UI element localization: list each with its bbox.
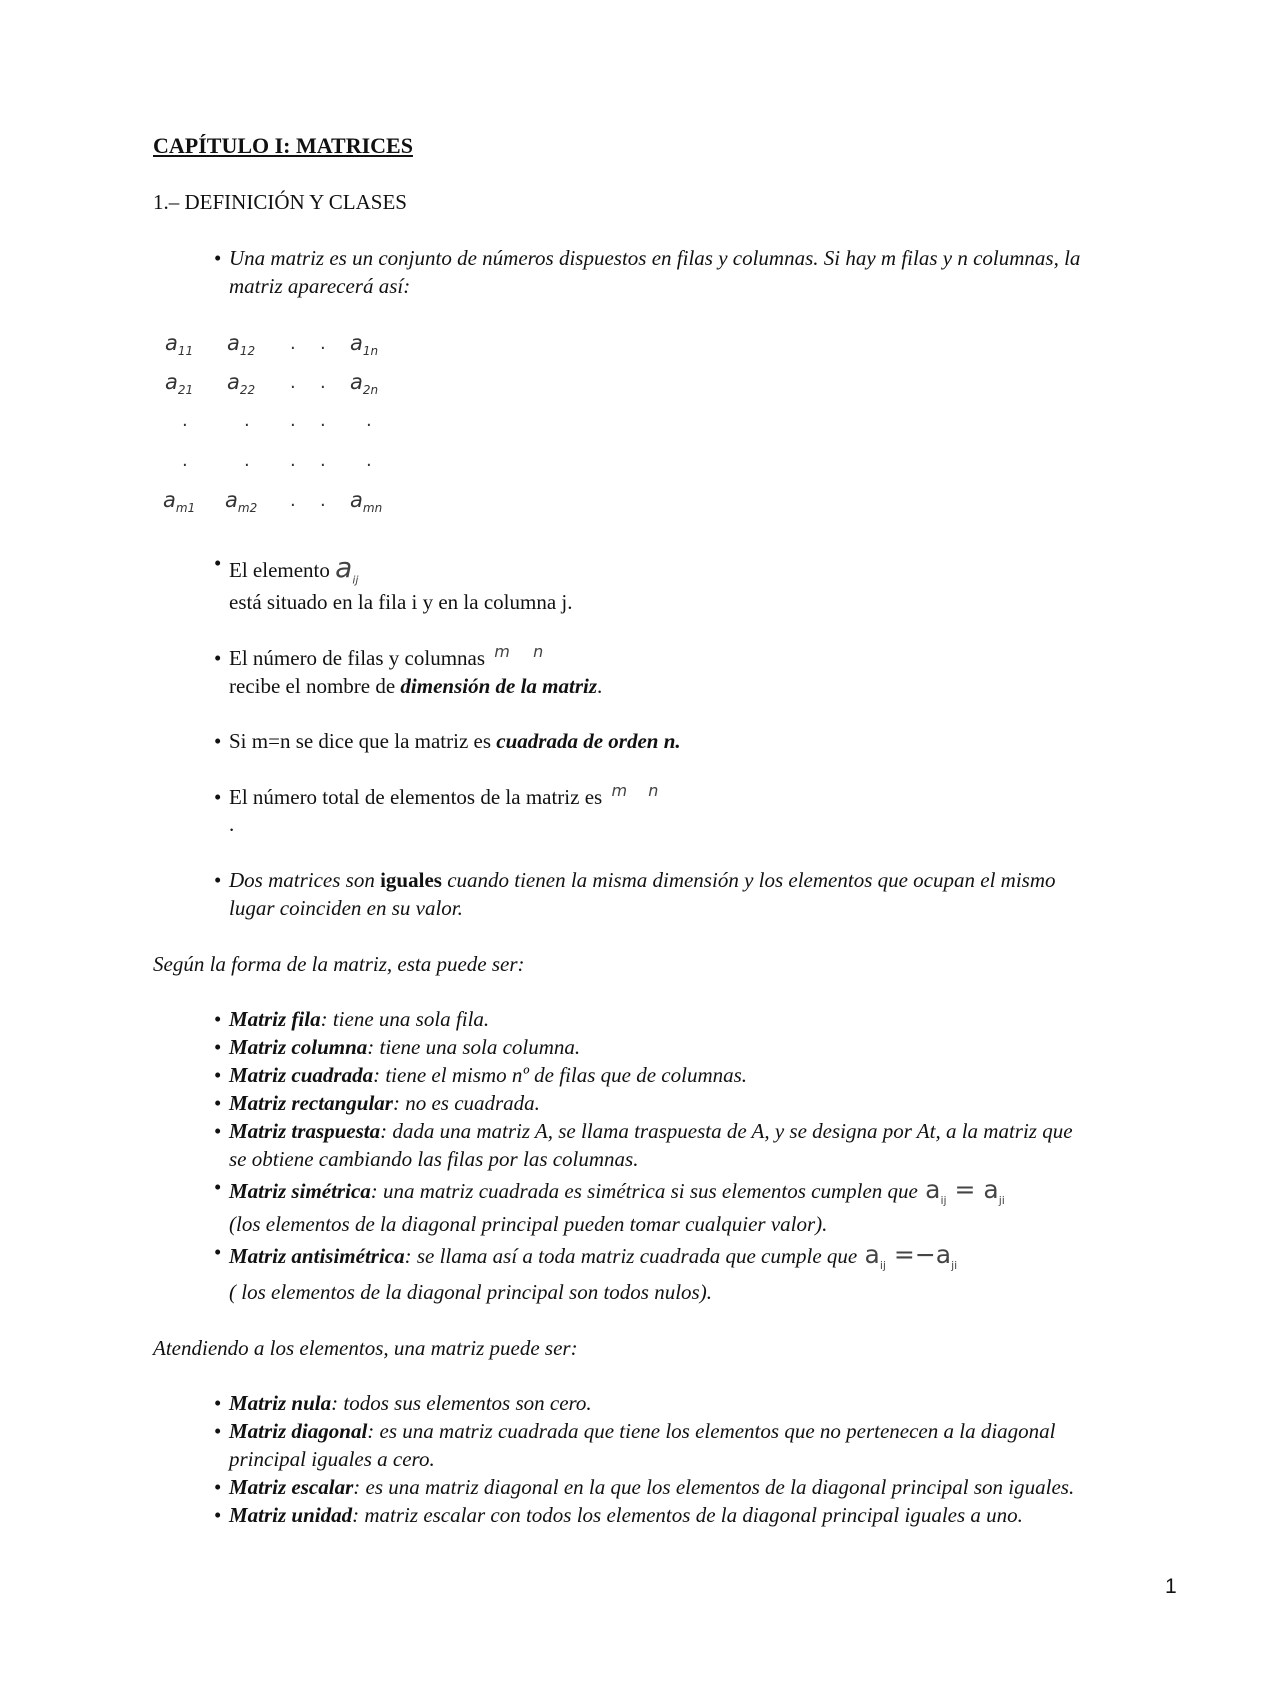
matrix-dot: . <box>366 450 372 471</box>
matrix-dot: . <box>320 333 326 354</box>
bullet: • <box>214 551 222 575</box>
bullet: • <box>214 646 222 670</box>
matrix-dot: . <box>290 490 296 511</box>
section-heading: 1.– DEFINICIÓN Y CLASES <box>153 190 407 214</box>
matrix-dot: . <box>320 450 326 471</box>
matrix-entry: $a_{m1}$ <box>163 488 196 516</box>
intro-line-1: Una matriz es un conjunto de números dispuestos en filas y columnas. Si hay m filas y n columnas, la <box>229 246 1081 270</box>
bullet: • <box>214 1419 222 1443</box>
square-line: Si m=n se dice que la matriz es cuadrada de orden n. <box>229 729 681 753</box>
matrix-dot: . <box>182 450 188 471</box>
bullet: • <box>214 1063 222 1087</box>
bullet: • <box>214 1175 222 1199</box>
bullet: • <box>214 1240 222 1264</box>
total-line-1: El número total de elementos de la matriz es $^m$ $^n$ <box>229 781 659 809</box>
n-symbol: n <box>648 781 659 800</box>
bullet: • <box>214 1119 222 1143</box>
shape-item-antisimetrica-line-2: ( los elementos de la diagonal principal son todos nulos). <box>229 1280 712 1304</box>
m-symbol: m <box>611 781 628 800</box>
element-line-1: El elemento $a_{ij}$ <box>229 551 359 587</box>
matrix-entry: $a_{2n}$ <box>350 370 379 398</box>
antisymmetric-formula: $a_{ij} =-a_{ji}$ <box>864 1240 958 1272</box>
chapter-title: CAPÍTULO I: MATRICES <box>153 133 413 158</box>
bullet: • <box>214 1391 222 1415</box>
element-line-2: está situado en la fila i y en la columna j. <box>229 590 573 614</box>
bullet: • <box>214 1475 222 1499</box>
matrix-entry: $a_{22}$ <box>227 370 256 398</box>
matrix-entry: $a_{21}$ <box>165 370 194 398</box>
bullet: • <box>214 246 222 270</box>
generic-matrix <box>160 325 420 525</box>
shape-item-simetrica-line-2: (los elementos de la diagonal principal pueden tomar cualquier valor). <box>229 1212 828 1236</box>
bullet: • <box>214 785 222 809</box>
aij-symbol: $a_{ij}$ <box>335 551 359 587</box>
matrix-entry: $a_{11}$ <box>165 331 194 359</box>
matrix-entry: $a_{mn}$ <box>350 488 383 516</box>
shape-item-columna: Matriz columna: tiene una sola columna. <box>229 1035 581 1059</box>
matrix-entry: $a_{m2}$ <box>225 488 258 516</box>
symmetric-formula: $a_{ij} = a_{ji}$ <box>925 1175 1005 1207</box>
matrix-dot: . <box>290 333 296 354</box>
bullet: • <box>214 1035 222 1059</box>
page-number: 1 <box>1165 1575 1177 1598</box>
shape-item-antisimetrica: Matriz antisimétrica: se llama así a toda matriz cuadrada que cumple que $a_{ij} =-a_{ji}$ <box>229 1240 958 1272</box>
matrix-entry: $a_{1n}$ <box>350 331 379 359</box>
matrix-dot: . <box>366 410 372 431</box>
intro-line-2: matriz aparecerá así: <box>229 274 411 298</box>
matrix-dot: . <box>290 450 296 471</box>
bullet: • <box>214 1007 222 1031</box>
matrix-dot: . <box>320 410 326 431</box>
shape-intro: Según la forma de la matriz, esta puede ser: <box>153 952 525 976</box>
matrix-dot: . <box>244 450 250 471</box>
dimension-line-2: recibe el nombre de dimensión de la matriz. <box>229 674 603 698</box>
n-symbol: n <box>533 642 544 661</box>
m-symbol: m <box>494 642 510 661</box>
element-item-escalar: Matriz escalar: es una matriz diagonal en la que los elementos de la diagonal principal son iguales. <box>229 1475 1075 1499</box>
shape-item-simetrica: Matriz simétrica: una matriz cuadrada es simétrica si sus elementos cumplen que $a_{ij} = a_{ji}$ <box>229 1175 1005 1207</box>
matrix-dot: . <box>320 490 326 511</box>
shape-item-fila: Matriz fila: tiene una sola fila. <box>229 1007 490 1031</box>
bullet: • <box>214 1503 222 1527</box>
equal-line-2: lugar coinciden en su valor. <box>229 896 463 920</box>
bullet: • <box>214 1091 222 1115</box>
matrix-dot: . <box>290 372 296 393</box>
matrix-entry: $a_{12}$ <box>227 331 256 359</box>
total-line-2: . <box>229 812 235 836</box>
matrix-dot: . <box>320 372 326 393</box>
element-item-unidad: Matriz unidad: matriz escalar con todos los elementos de la diagonal principal iguales a uno. <box>229 1503 1023 1527</box>
element-item-nula: Matriz nula: todos sus elementos son cero. <box>229 1391 592 1415</box>
shape-item-rectangular: Matriz rectangular: no es cuadrada. <box>229 1091 540 1115</box>
dimension-line-1: El número de filas y columnas $^m$ $^n$ <box>229 642 544 670</box>
shape-item-traspuesta-line-2: se obtiene cambiando las filas por las columnas. <box>229 1147 639 1171</box>
matrix-dot: . <box>290 410 296 431</box>
matrix-dot: . <box>244 410 250 431</box>
bullet: • <box>214 868 222 892</box>
matrix-dot: . <box>182 410 188 431</box>
shape-item-cuadrada: Matriz cuadrada: tiene el mismo nº de filas que de columnas. <box>229 1063 748 1087</box>
bullet: • <box>214 729 222 753</box>
equal-line-1: Dos matrices son iguales cuando tienen la misma dimensión y los elementos que ocupan el mismo <box>229 868 1056 892</box>
elements-intro: Atendiendo a los elementos, una matriz puede ser: <box>153 1336 578 1360</box>
shape-item-traspuesta: Matriz traspuesta: dada una matriz A, se llama traspuesta de A, y se designa por At, a la matriz que <box>229 1119 1073 1143</box>
element-item-diagonal-line-2: principal iguales a cero. <box>229 1447 435 1471</box>
element-item-diagonal: Matriz diagonal: es una matriz cuadrada que tiene los elementos que no pertenecen a la diagonal <box>229 1419 1056 1443</box>
